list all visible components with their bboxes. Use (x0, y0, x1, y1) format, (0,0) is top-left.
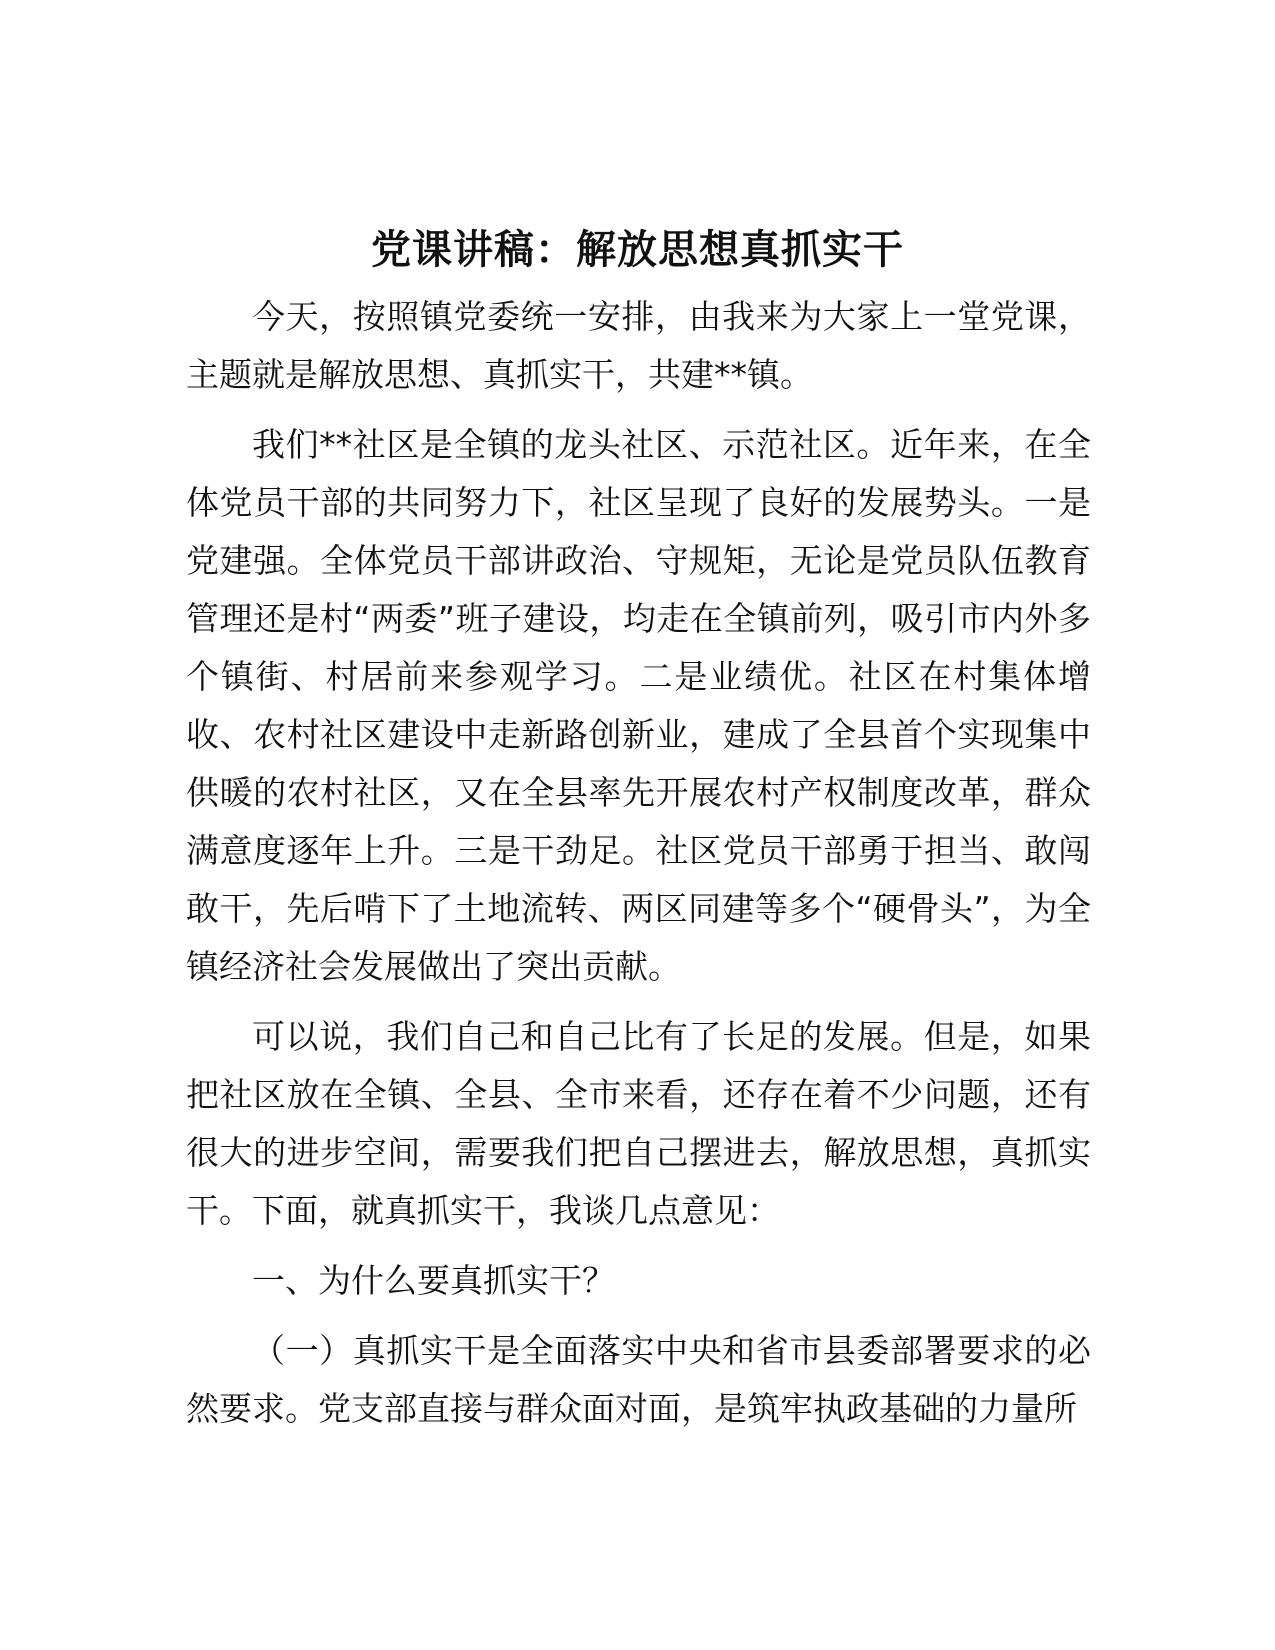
paragraph-transition: 可以说，我们自己和自己比有了长足的发展。但是，如果把社区放在全镇、全县、全市来看，还存在着不少问题，还有很大的进步空间，需要我们把自己摆进去，解放思想，真抓实干。下面，就真抓实干，我谈几点意见： (186, 1017, 1091, 1230)
document-title: 党课讲稿：解放思想真抓实干 (371, 227, 904, 273)
paragraph-subsection-1: （一）真抓实干是全面落实中央和省市县委部署要求的必然要求。党支部直接与群众面对面，是筑牢执政基础的力量所 (186, 1331, 1091, 1428)
section-heading-1: 一、为什么要真抓实干？ (252, 1261, 615, 1300)
document-body (186, 288, 1091, 1450)
paragraph-community-overview: 我们**社区是全镇的龙头社区、示范社区。近年来，在全体党员干部的共同努力下，社区呈现了良好的发展势头。一是党建强。全体党员干部讲政治、守规矩，无论是党员队伍教育管理还是村“两委”班子建设，均走在全镇前列，吸引市内外多个镇街、村居前来参观学习。二是业绩优。社区在村集体增收、农村社区建设中走新路创新业，建成了全县首个实现集中供暖的农村社区，又在全县率先开展农村产权制度改革，群众满意度逐年上升。三是干劲足。社区党员干部勇于担当、敢闯敢干，先后啃下了土地流转、两区同建等多个“硬骨头”，为全镇经济社会发展做出了突出贡献。 (186, 425, 1091, 986)
paragraph-intro: 今天，按照镇党委统一安排，由我来为大家上一堂党课，主题就是解放思想、真抓实干，共建**镇。 (186, 297, 1091, 394)
